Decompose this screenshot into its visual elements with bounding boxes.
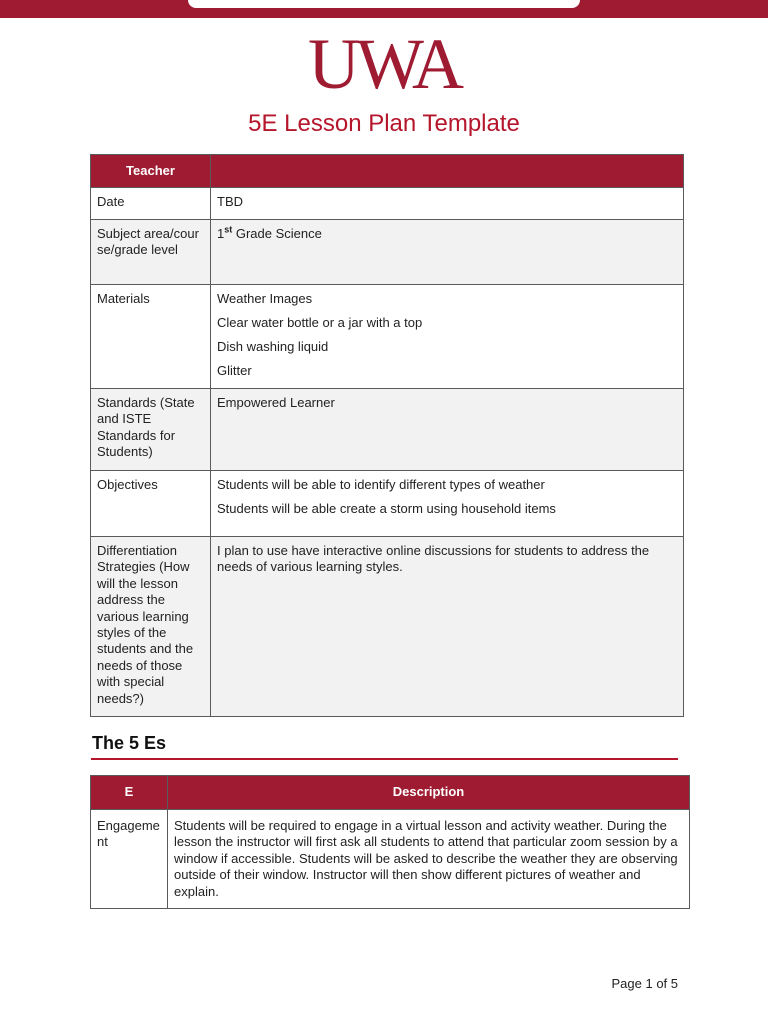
row-value-standards [211, 389, 684, 471]
row-label-standards: Standards (State and ISTE Standards for Students) [91, 389, 211, 471]
row-label-date: Date [91, 188, 211, 220]
table-row [91, 285, 684, 389]
objective-item: Students will be able to identify different types of weather [217, 477, 545, 492]
row-label-differentiation: Differentiation Strategies (How will the lesson address the various learning styles of the students and the needs of those with special needs?) [91, 537, 211, 717]
row-value-objectives [211, 471, 684, 537]
row-label-materials: Materials [91, 285, 211, 389]
uwa-logo: UWA [308, 24, 460, 104]
objective-item: Students will be able create a storm using household items [217, 501, 556, 516]
material-item: Clear water bottle or a jar with a top [217, 315, 423, 330]
row-value-materials [211, 285, 684, 389]
five-es-table [90, 775, 690, 909]
material-item: Glitter [217, 363, 252, 378]
grade-subject: Grade Science [232, 226, 322, 241]
row-value-subject [211, 220, 684, 285]
table-row [91, 537, 684, 717]
table-header-row [91, 155, 684, 188]
material-item: Weather Images [217, 291, 313, 306]
lesson-info-table [90, 154, 684, 717]
value-line: I plan to use have interactive online discussions for students to address the needs of various learning styles. [217, 543, 650, 575]
section-divider [91, 758, 678, 760]
table-row [91, 220, 684, 285]
header-tab [188, 0, 580, 8]
phase-name: Engagement [91, 810, 168, 909]
table-row [91, 471, 684, 537]
table-header-row [91, 776, 690, 810]
table-row [91, 188, 684, 220]
grade-number: 1 [217, 226, 225, 241]
value-line: TBD [217, 194, 243, 209]
page-number: Page 1 of 5 [611, 976, 678, 991]
teacher-value [211, 155, 684, 188]
row-label-subject: Subject area/course/grade level [91, 220, 211, 285]
row-value-differentiation [211, 537, 684, 717]
teacher-header: Teacher [91, 155, 211, 188]
row-value-date [211, 188, 684, 220]
value-line: Empowered Learner [217, 395, 335, 410]
phase-description: Students will be required to engage in a virtual lesson and activity weather. During the lesson the instructor will first ask all students to attend that particular zoom session by a window if accessible. Students will be asked to describe the weather they are observing outside of their window. Instructor will then show different pictures of weather and explain. [168, 810, 690, 909]
section-heading: The 5 Es [92, 733, 167, 753]
row-label-objectives: Objectives [91, 471, 211, 537]
table-row [91, 810, 690, 909]
column-header-e: E [91, 776, 168, 810]
table-row [91, 389, 684, 471]
grade-suffix: st [224, 224, 233, 235]
column-header-description: Description [168, 776, 690, 810]
document-title: 5E Lesson Plan Template [248, 110, 520, 137]
material-item: Dish washing liquid [217, 339, 329, 354]
